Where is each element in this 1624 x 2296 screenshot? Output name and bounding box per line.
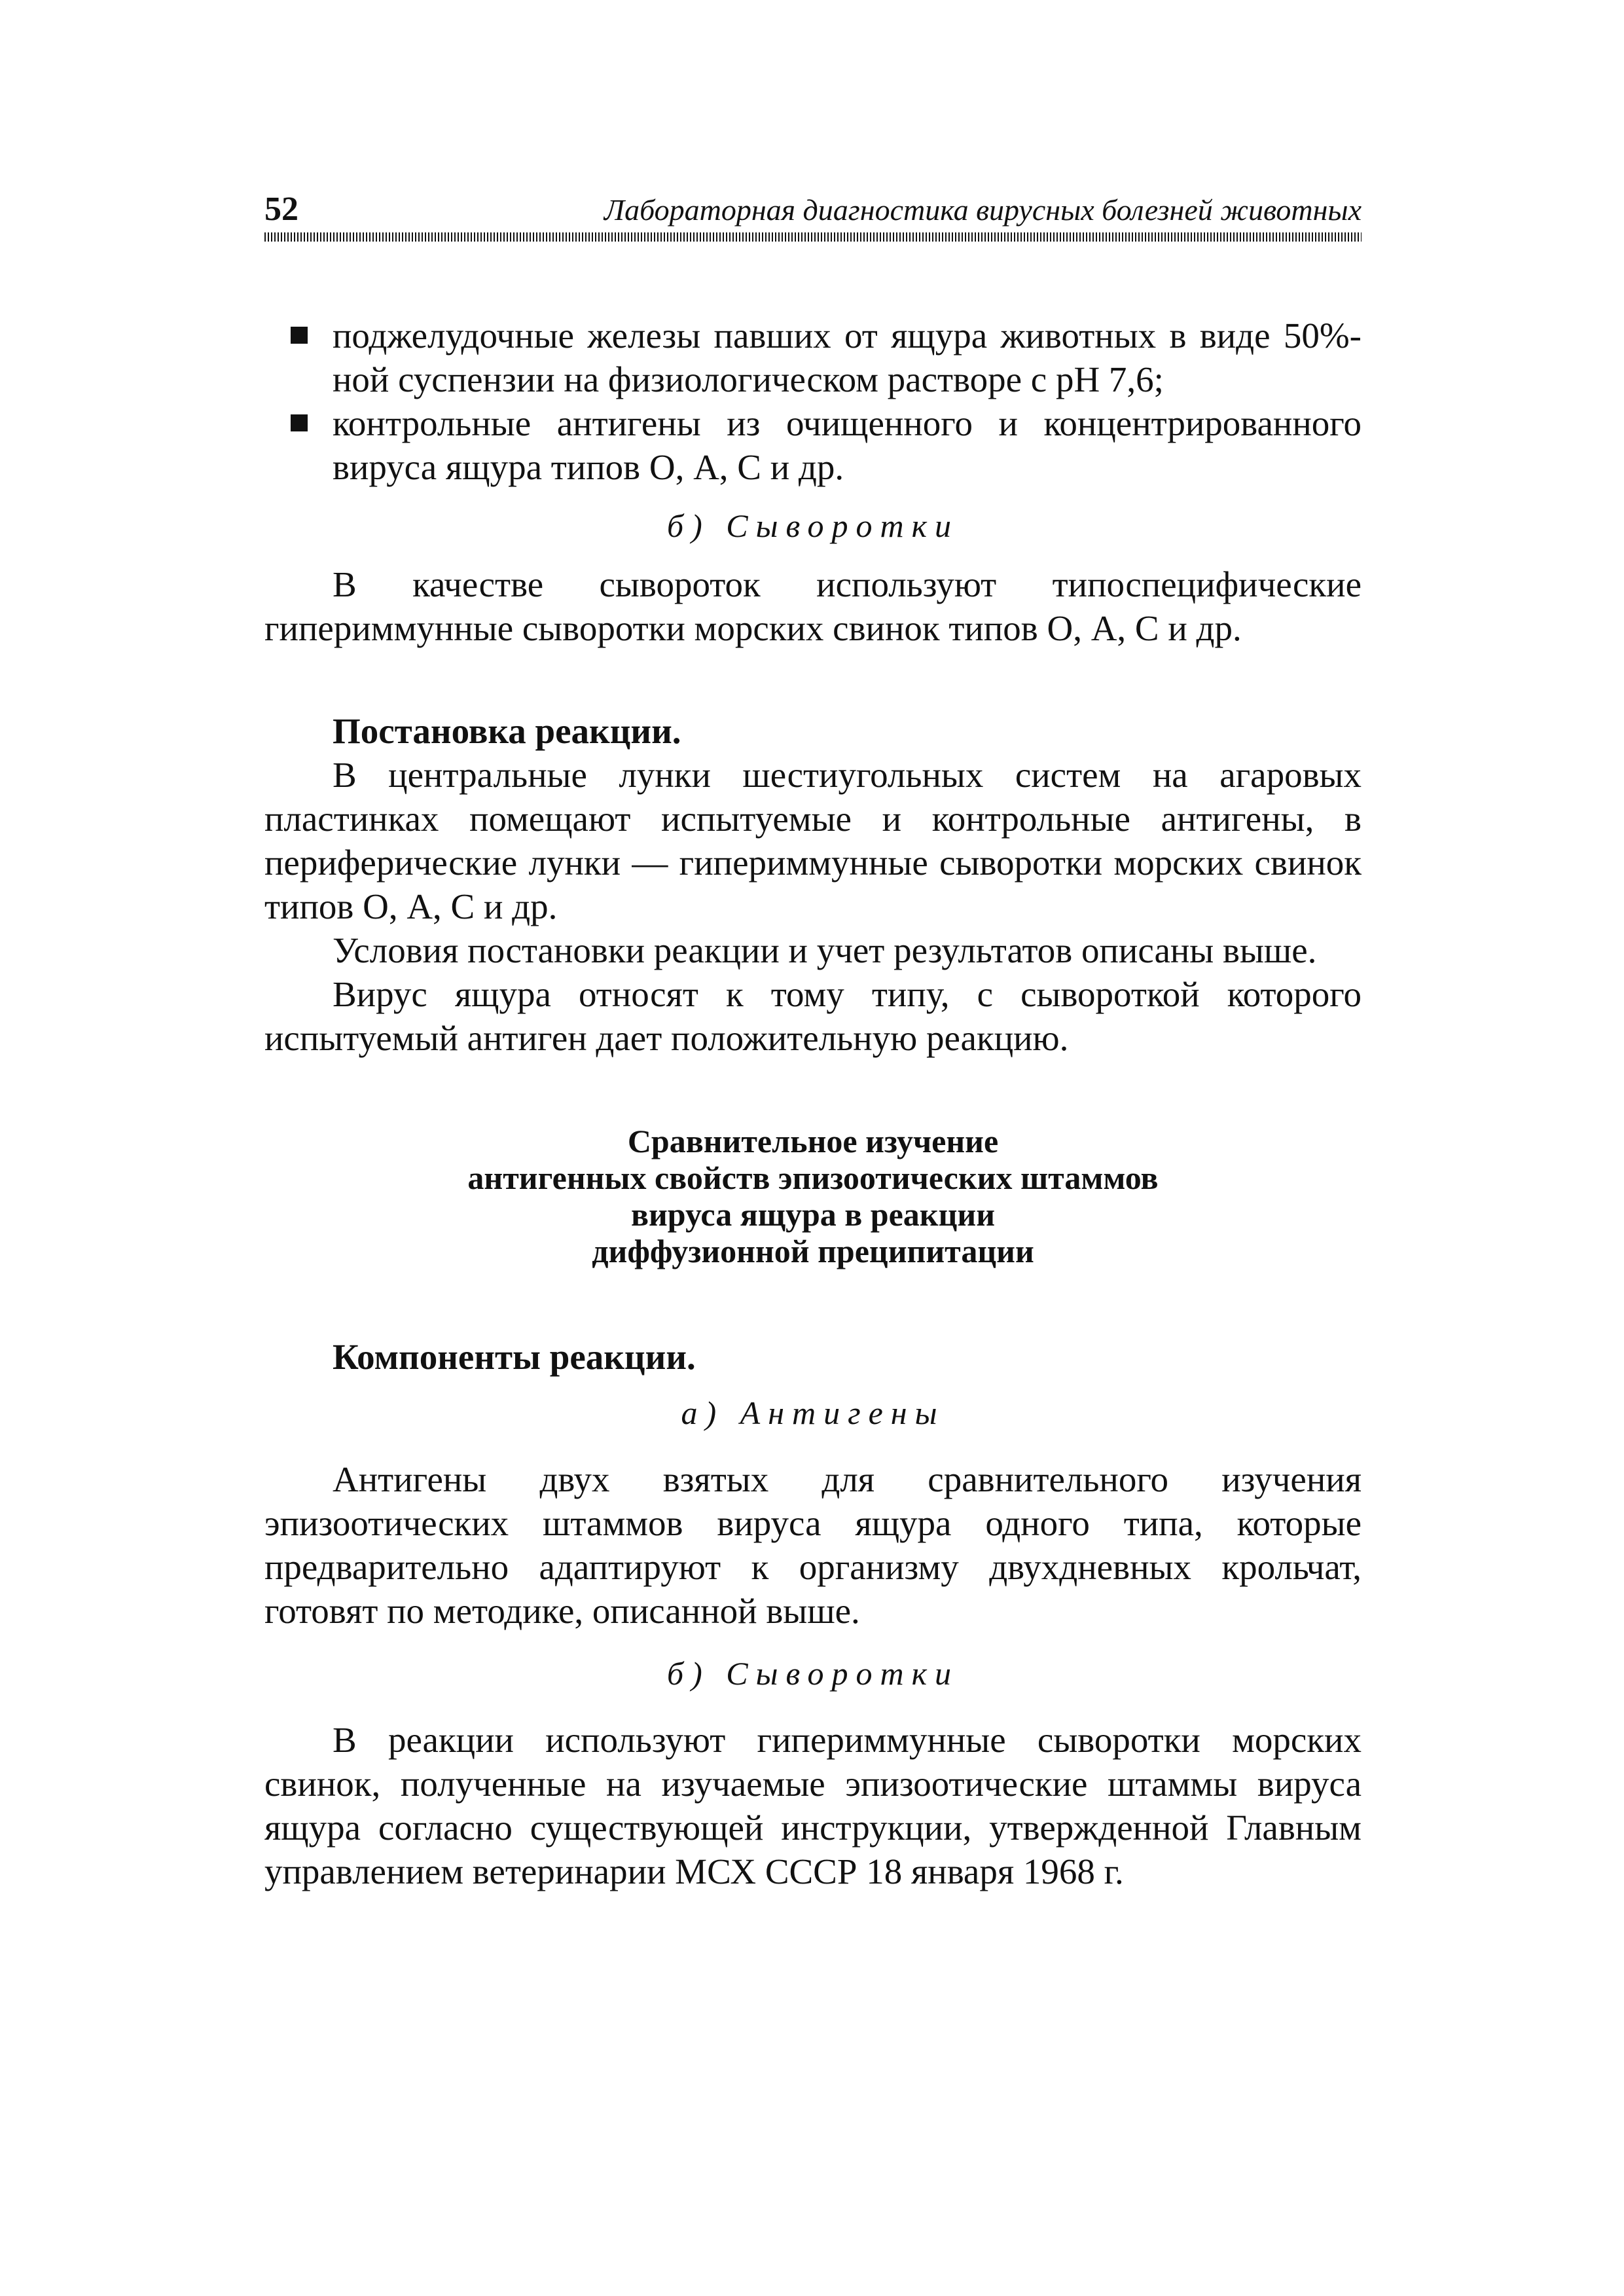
reaction-setup-paragraph: Вирус ящура относят к тому типу, с сывороткой которого испытуемый антиген дает положительную реакцию. [264,974,1362,1058]
header-rule [264,232,1362,242]
sera-paragraph: В качестве сывороток используют типоспецифические гипериммунные сыворотки морских свинок типов О, А, С и др. [264,564,1362,648]
running-title: Лабораторная диагностика вирусных болезней животных [604,193,1362,227]
reaction-setup-paragraph: В центральные лунки шестиугольных систем на агаровых пластинках помещают испытуемые и контрольные антигены, в периферические лунки — гипериммунные сыворотки морских свинок типов О, А, С и др. [264,755,1362,926]
square-bullet-icon [291,327,308,344]
book-page [264,190,1362,1893]
bullet-list [264,314,1362,489]
bullet-item [264,401,1362,489]
components-title: Компоненты реакции. [333,1337,696,1377]
section-title [264,1123,1362,1269]
section-title-line: Сравнительное изучение [627,1123,999,1159]
page-header [264,190,1362,230]
bullet-text: поджелудочные железы павших от ящура животных в виде 50%-ной суспензии на физиологическом растворе с pH 7,6; [333,316,1362,399]
bullet-text: контрольные антигены из очищенного и концентрированного вируса ящура типов О, А, С и др. [333,403,1362,487]
subheading-sera: б) Сыворотки [666,507,960,544]
section-title-line: диффузионной преципитации [592,1233,1034,1269]
antigens-paragraph: Антигены двух взятых для сравнительного изучения эпизоотических штаммов вируса ящура одного типа, которые предварительно адаптируют к организму двухдневных крольчат, готовят по методике, описанной выше. [264,1459,1362,1631]
subheading-antigens: а) Антигены [681,1394,945,1431]
square-bullet-icon [291,414,308,431]
reaction-setup-paragraph: Условия постановки реакции и учет результатов описаны выше. [333,930,1317,970]
section-title-line: антигенных свойств эпизоотических штаммов [467,1159,1159,1196]
page-number: 52 [264,191,298,228]
bullet-item [264,314,1362,401]
subheading-sera-2: б) Сыворотки [666,1655,960,1692]
section-title-line: вируса ящура в реакции [630,1196,996,1233]
sera-paragraph-2: В реакции используют гипериммунные сыворотки морских свинок, полученные на изучаемые эпизоотические штаммы вируса ящура согласно существующей инструкции, утвержденной Главным управлением ветеринарии МСХ СССР 18 января 1968 г. [264,1720,1362,1891]
reaction-setup-title: Постановка реакции. [333,711,681,751]
